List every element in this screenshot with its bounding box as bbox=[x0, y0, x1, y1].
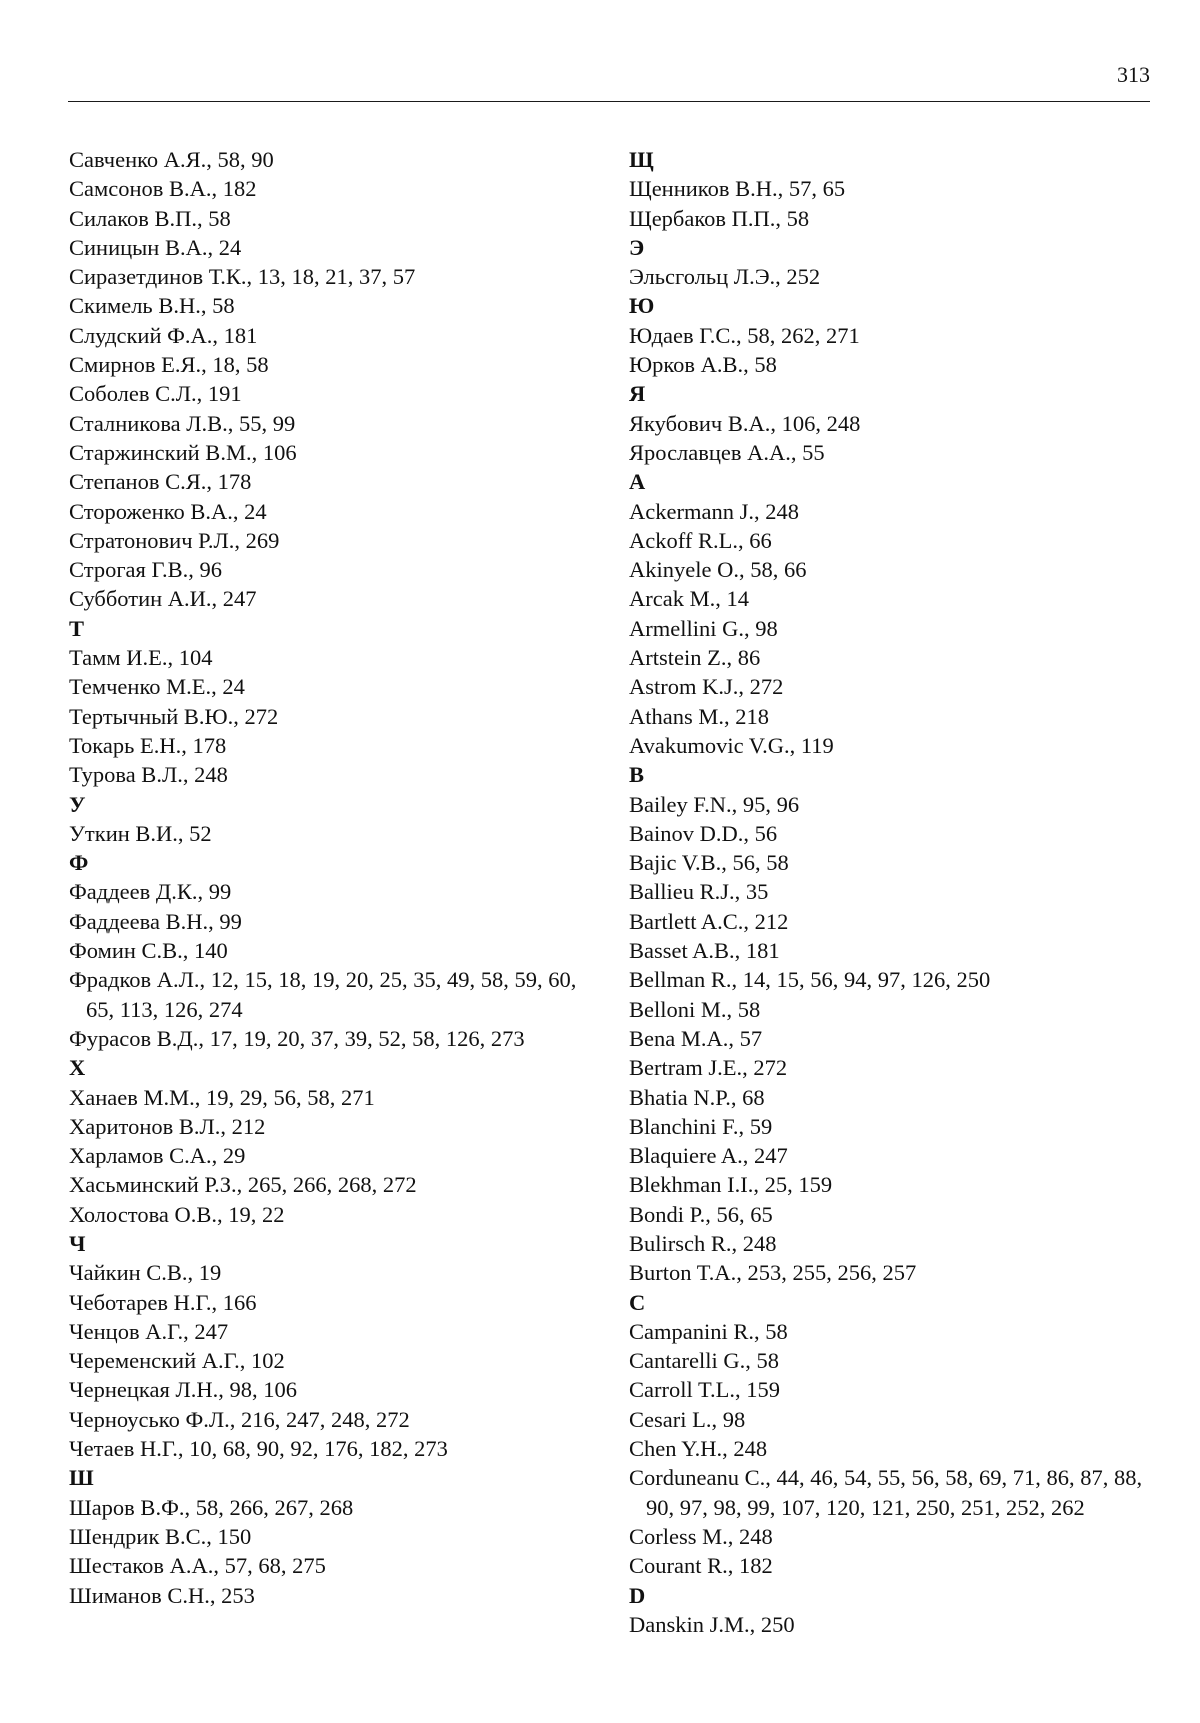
index-entry: Ballieu R.J., 35 bbox=[629, 879, 769, 905]
index-entry: Эльсгольц Л.Э., 252 bbox=[629, 264, 821, 290]
index-entry: Хасьминский Р.З., 265, 266, 268, 272 bbox=[69, 1172, 417, 1198]
index-entry: Corduneanu C., 44, 46, 54, 55, 56, 58, 69, 71, 86, 87, 88, 90, 97, 98, 99, 107, 120, 121, 250, 251, 252, 262 bbox=[629, 1465, 1143, 1520]
index-entry: Субботин А.И., 247 bbox=[69, 586, 257, 612]
index-entry: Cesari L., 98 bbox=[629, 1406, 746, 1432]
index-letter-heading: Х bbox=[69, 1055, 86, 1081]
index-entry: Danskin J.M., 250 bbox=[629, 1611, 795, 1637]
index-entry: Campanini R., 58 bbox=[629, 1318, 788, 1344]
index-entry: Черeменский А.Г., 102 bbox=[69, 1348, 285, 1374]
index-entry: Синицын В.А., 24 bbox=[69, 234, 242, 260]
index-letter-heading: Т bbox=[69, 615, 85, 641]
index-entry: Строгая Г.В., 96 bbox=[69, 557, 222, 583]
index-entry: Юдаев Г.С., 58, 262, 271 bbox=[629, 322, 860, 348]
index-entry: Юрков А.В., 58 bbox=[629, 352, 777, 378]
index-entry: Фурасов В.Д., 17, 19, 20, 37, 39, 52, 58, 126, 273 bbox=[69, 1025, 525, 1051]
index-entry: Шиманов С.Н., 253 bbox=[69, 1582, 255, 1608]
index-entry: Якубович В.А., 106, 248 bbox=[629, 410, 861, 436]
index-entry: Corless M., 248 bbox=[629, 1523, 773, 1549]
index-entry: Astrom K.J., 272 bbox=[629, 674, 784, 700]
index-letter-heading: Ф bbox=[69, 850, 89, 876]
index-entry: Bena M.A., 57 bbox=[629, 1025, 763, 1051]
index-entry: Чеботарев Н.Г., 166 bbox=[69, 1289, 257, 1315]
index-entry: Blekhman I.I., 25, 159 bbox=[629, 1172, 833, 1198]
index-letter-heading: D bbox=[629, 1582, 646, 1608]
index-entry: Armellini G., 98 bbox=[629, 615, 778, 641]
index-entry: Carroll T.L., 159 bbox=[629, 1377, 781, 1403]
index-entry: Шестаков А.А., 57, 68, 275 bbox=[69, 1553, 326, 1579]
index-entry: Сиразетдинов Т.К., 13, 18, 21, 37, 57 bbox=[69, 264, 416, 290]
index-entry: Ackoff R.L., 66 bbox=[629, 527, 772, 553]
index-column-left bbox=[69, 145, 589, 1610]
index-entry: Athans M., 218 bbox=[629, 703, 769, 729]
index-entry: Старжинский В.М., 106 bbox=[69, 439, 297, 465]
index-entry: Artstein Z., 86 bbox=[629, 645, 761, 671]
index-entry: Arcak M., 14 bbox=[629, 586, 749, 612]
index-entry: Скимель В.Н., 58 bbox=[69, 293, 235, 319]
index-entry: Стратонович Р.Л., 269 bbox=[69, 527, 280, 553]
index-entry: Тамм И.Е., 104 bbox=[69, 645, 213, 671]
index-entry: Bertram J.E., 272 bbox=[629, 1055, 788, 1081]
index-letter-heading: Ю bbox=[629, 293, 655, 319]
index-entry: Blanchini F., 59 bbox=[629, 1113, 773, 1139]
index-entry: Шендрик В.С., 150 bbox=[69, 1523, 252, 1549]
index-entry: Фаддеева В.Н., 99 bbox=[69, 908, 242, 934]
index-letter-heading: Я bbox=[629, 381, 646, 407]
index-entry: Belloni M., 58 bbox=[629, 996, 761, 1022]
index-entry: Самсонов В.А., 182 bbox=[69, 176, 257, 202]
index-entry: Темченко М.Е., 24 bbox=[69, 674, 245, 700]
index-entry: Степанов С.Я., 178 bbox=[69, 469, 252, 495]
index-entry: Стороженко В.А., 24 bbox=[69, 498, 267, 524]
index-entry: Bainov D.D., 56 bbox=[629, 820, 778, 846]
index-entry: Чернецкая Л.Н., 98, 106 bbox=[69, 1377, 297, 1403]
index-entry: Akinyele O., 58, 66 bbox=[629, 557, 807, 583]
index-entry: Уткин В.И., 52 bbox=[69, 820, 212, 846]
index-entry: Basset A.B., 181 bbox=[629, 938, 780, 964]
header-rule bbox=[68, 101, 1150, 102]
index-entry: Ackermann J., 248 bbox=[629, 498, 799, 524]
index-entry: Burton T.A., 253, 255, 256, 257 bbox=[629, 1260, 917, 1286]
index-letter-heading: B bbox=[629, 762, 645, 788]
index-entry: Фрадков А.Л., 12, 15, 18, 19, 20, 25, 35, 49, 58, 59, 60, 65, 113, 126, 274 bbox=[69, 967, 577, 1022]
index-entry: Cantarelli G., 58 bbox=[629, 1348, 779, 1374]
index-entry: Bulirsch R., 248 bbox=[629, 1230, 777, 1256]
index-entry: Bhatia N.P., 68 bbox=[629, 1084, 765, 1110]
index-letter-heading: Ш bbox=[69, 1465, 94, 1491]
index-entry: Харламов С.А., 29 bbox=[69, 1143, 246, 1169]
index-entry: Ченцов А.Г., 247 bbox=[69, 1318, 229, 1344]
index-entry: Bajic V.B., 56, 58 bbox=[629, 850, 789, 876]
index-entry: Фаддеев Д.К., 99 bbox=[69, 879, 232, 905]
index-entry: Силаков В.П., 58 bbox=[69, 205, 231, 231]
index-entry: Слудский Ф.А., 181 bbox=[69, 322, 258, 348]
index-entry: Щенников В.Н., 57, 65 bbox=[629, 176, 846, 202]
index-entry: Фомин С.В., 140 bbox=[69, 938, 228, 964]
index-entry: Bondi P., 56, 65 bbox=[629, 1201, 773, 1227]
index-entry: Courant R., 182 bbox=[629, 1553, 773, 1579]
index-entry: Токарь Е.Н., 178 bbox=[69, 732, 227, 758]
index-entry: Avakumovic V.G., 119 bbox=[629, 732, 834, 758]
index-entry: Смирнов Е.Я., 18, 58 bbox=[69, 352, 269, 378]
index-entry: Савченко А.Я., 58, 90 bbox=[69, 147, 274, 172]
index-entry: Blaquiere A., 247 bbox=[629, 1143, 788, 1169]
index-entry: Bellman R., 14, 15, 56, 94, 97, 126, 250 bbox=[629, 967, 991, 993]
index-entry: Тертычный В.Ю., 272 bbox=[69, 703, 279, 729]
index-entry: Ханаев М.М., 19, 29, 56, 58, 271 bbox=[69, 1084, 375, 1110]
index-entry: Турова В.Л., 248 bbox=[69, 762, 228, 788]
index-letter-heading: У bbox=[69, 791, 86, 817]
index-column-right bbox=[629, 145, 1150, 1639]
index-letter-heading: C bbox=[629, 1289, 646, 1315]
index-entry: Ярославцев А.А., 55 bbox=[629, 439, 825, 465]
index-letter-heading: A bbox=[629, 469, 646, 495]
index-letter-heading: Э bbox=[629, 234, 645, 260]
index-entry: Харитонов В.Л., 212 bbox=[69, 1113, 266, 1139]
index-entry: Черноусько Ф.Л., 216, 247, 248, 272 bbox=[69, 1406, 410, 1432]
index-entry: Chen Y.H., 248 bbox=[629, 1436, 768, 1462]
index-entry: Холостова О.В., 19, 22 bbox=[69, 1201, 285, 1227]
index-entry: Bailey F.N., 95, 96 bbox=[629, 791, 800, 817]
index-entry: Чайкин С.В., 19 bbox=[69, 1260, 222, 1286]
index-entry: Четаев Н.Г., 10, 68, 90, 92, 176, 182, 273 bbox=[69, 1436, 448, 1462]
page-number: 313 bbox=[1117, 62, 1150, 87]
index-entry: Щербаков П.П., 58 bbox=[629, 205, 810, 231]
index-letter-heading: Щ bbox=[629, 147, 654, 172]
index-entry: Соболев С.Л., 191 bbox=[69, 381, 242, 407]
index-entry: Bartlett A.C., 212 bbox=[629, 908, 789, 934]
index-entry: Сталникова Л.В., 55, 99 bbox=[69, 410, 296, 436]
index-entry: Шаров В.Ф., 58, 266, 267, 268 bbox=[69, 1494, 354, 1520]
index-letter-heading: Ч bbox=[69, 1230, 86, 1256]
